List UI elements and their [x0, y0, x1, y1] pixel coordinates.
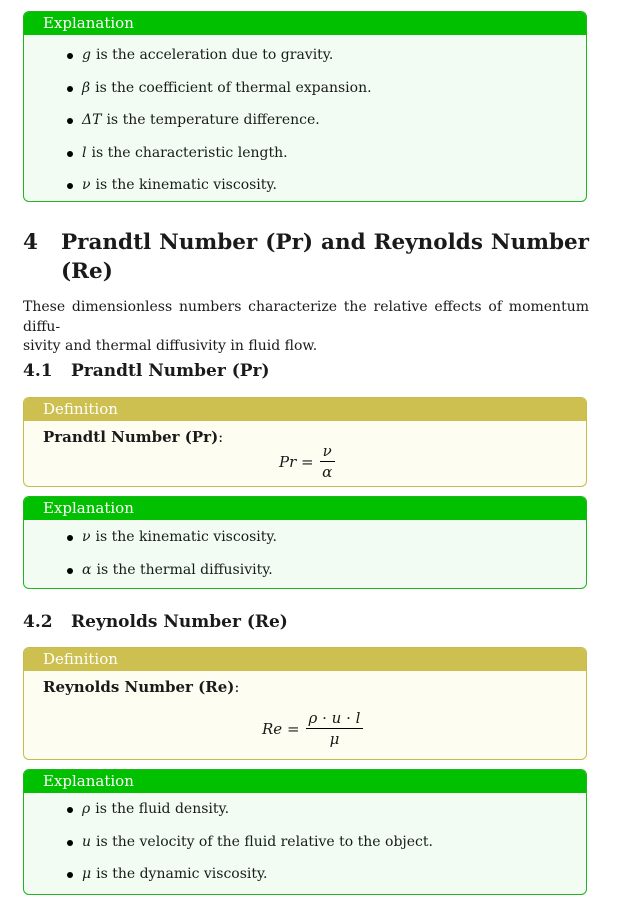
fraction-numerator: ν	[320, 443, 335, 462]
subsection-number: 4.1	[23, 361, 53, 381]
paragraph-line: These dimensionless numbers characterize the relative effects of momentum diffu-	[23, 299, 589, 335]
subsection-number: 4.2	[23, 612, 53, 632]
item-text: is the kinematic viscosity.	[95, 177, 277, 193]
item-text: is the velocity of the fluid relative to the object.	[96, 833, 433, 850]
explanation-header: Explanation	[24, 497, 586, 520]
item-text: is the dynamic viscosity.	[96, 866, 268, 882]
item-text: is the characteristic length.	[91, 144, 288, 161]
item-text: is the thermal diffusivity.	[96, 561, 273, 578]
definition-box-reynolds	[23, 647, 587, 760]
fraction-denominator: α	[322, 463, 333, 481]
list-item	[24, 169, 586, 202]
explanation-header: Explanation	[24, 770, 586, 793]
list-item	[24, 521, 586, 554]
section-heading	[23, 228, 589, 286]
fraction-denominator: μ	[329, 730, 340, 748]
math-symbol: g	[82, 47, 91, 63]
item-text: is the kinematic viscosity.	[95, 529, 277, 545]
math-symbol: β	[82, 79, 91, 96]
explanation-list	[24, 39, 586, 202]
subsection-heading-reynolds	[23, 612, 288, 632]
math-symbol: ν	[82, 529, 91, 545]
math-symbol: l	[82, 144, 87, 161]
item-text: is the coefficient of thermal expansion.	[95, 79, 372, 96]
list-item	[24, 137, 586, 170]
explanation-header: Explanation	[24, 12, 586, 35]
math-symbol: ν	[82, 177, 91, 193]
explanation-box-grashof	[23, 11, 587, 202]
list-item	[24, 793, 586, 826]
math-symbol: u	[82, 833, 92, 850]
definition-term: Reynolds Number (Re)	[43, 678, 235, 696]
item-text: is the temperature difference.	[106, 112, 320, 128]
math-symbol: μ	[82, 866, 92, 882]
paragraph-line: sivity and thermal diffusivity in fluid flow.	[23, 338, 318, 354]
subsection-heading-prandtl	[23, 361, 270, 381]
term-colon: :	[234, 678, 240, 696]
definition-header: Definition	[24, 398, 586, 421]
item-text: is the fluid density.	[95, 801, 230, 817]
explanation-list	[24, 521, 586, 586]
definition-box-prandtl	[23, 397, 587, 487]
definition-header: Definition	[24, 648, 586, 671]
equation-lhs: Re =	[262, 719, 300, 738]
equation-lhs: Pr =	[279, 452, 314, 471]
explanation-list	[24, 793, 586, 891]
definition-term-line	[43, 678, 239, 696]
explanation-box-prandtl	[23, 496, 587, 589]
list-item	[24, 104, 586, 137]
section-intro-paragraph	[23, 298, 589, 357]
term-colon: :	[218, 428, 224, 446]
subsection-title: Prandtl Number (Pr)	[71, 361, 270, 381]
fraction	[306, 710, 364, 747]
math-symbol: ΔT	[82, 112, 102, 128]
fraction	[320, 443, 335, 480]
fraction-numerator: ρ · u · l	[306, 710, 364, 729]
list-item	[24, 826, 586, 859]
subsection-title: Reynolds Number (Re)	[71, 612, 288, 632]
section-number: 4	[23, 230, 38, 255]
section-title: Prandtl Number (Pr) and Reynolds Number (Re)	[61, 230, 589, 284]
list-item	[24, 39, 586, 72]
list-item	[24, 554, 586, 587]
definition-term-line	[43, 428, 223, 446]
definition-term: Prandtl Number (Pr)	[43, 428, 219, 446]
equation-reynolds	[262, 710, 363, 747]
equation-prandtl	[279, 443, 335, 480]
item-text: is the acceleration due to gravity.	[95, 47, 334, 63]
list-item	[24, 858, 586, 891]
list-item	[24, 72, 586, 105]
math-symbol: ρ	[82, 801, 91, 817]
explanation-box-reynolds	[23, 769, 587, 895]
math-symbol: α	[82, 561, 92, 578]
